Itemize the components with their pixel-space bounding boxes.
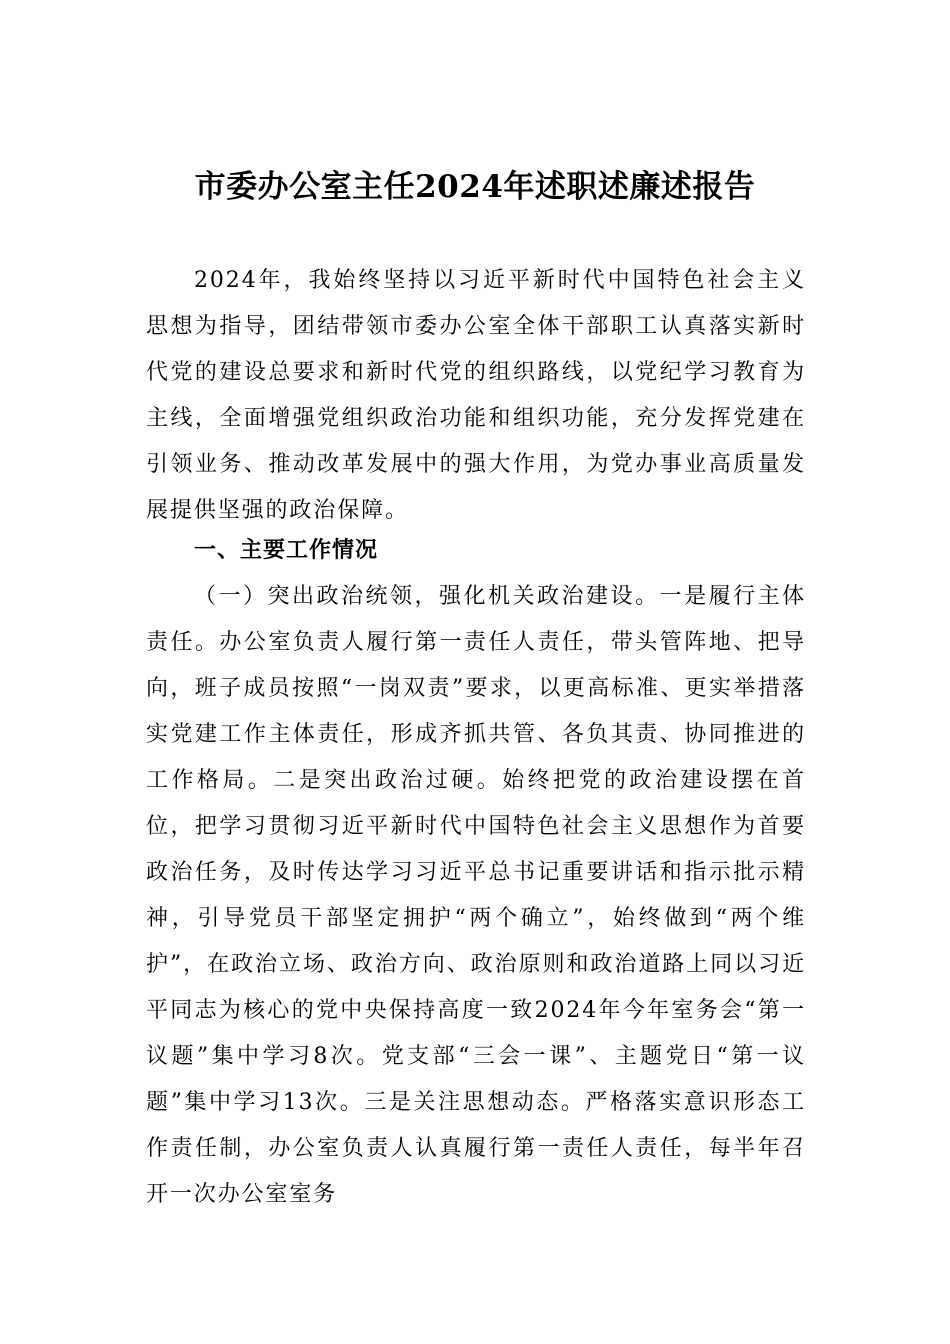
section-heading: 一、主要工作情况 (194, 538, 379, 563)
section-paragraph: （一）突出政治统领，强化机关政治建设。一是履行主体责任。办公室负责人履行第一责任人责任，带头管阵地、把导向，班子成员按照“一岗双责”要求，以更高标准、更实举措落实党建工作主体责任，形成齐抓共管、各负其责、协同推进的工作格局。二是突出政治过硬。始终把党的政治建设摆在首位，把学习贯彻习近平新时代中国特色社会主义思想作为首要政治任务，及时传达学习习近平总书记重要讲话和指示批示精神，引导党员干部坚定拥护“两个确立”，始终做到“两个维护”，在政治立场、政治方向、政治原则和政治道路上同以习近平同志为核心的党中央保持高度一致2024年今年室务会“第一议题”集中学习8次。党支部“三会一课”、主题党日“第一议题”集中学习13次。三是关注思想动态。严格落实意识形态工作责任制，办公室负责人认真履行第一责任人责任，每半年召开一次办公室室务 (146, 584, 806, 1207)
intro-paragraph: 2024年，我始终坚持以习近平新时代中国特色社会主义思想为指导，团结带领市委办公室全体干部职工认真落实新时代党的建设总要求和新时代党的组织路线，以党纪学习教育为主线，全面增强党组织政治功能和组织功能，充分发挥党建在引领业务、推动改革发展中的强大作用，为党办事业高质量发展提供坚强的政治保障。 (146, 268, 806, 523)
document-title: 市委办公室主任2024年述职述廉述报告 (194, 169, 756, 205)
